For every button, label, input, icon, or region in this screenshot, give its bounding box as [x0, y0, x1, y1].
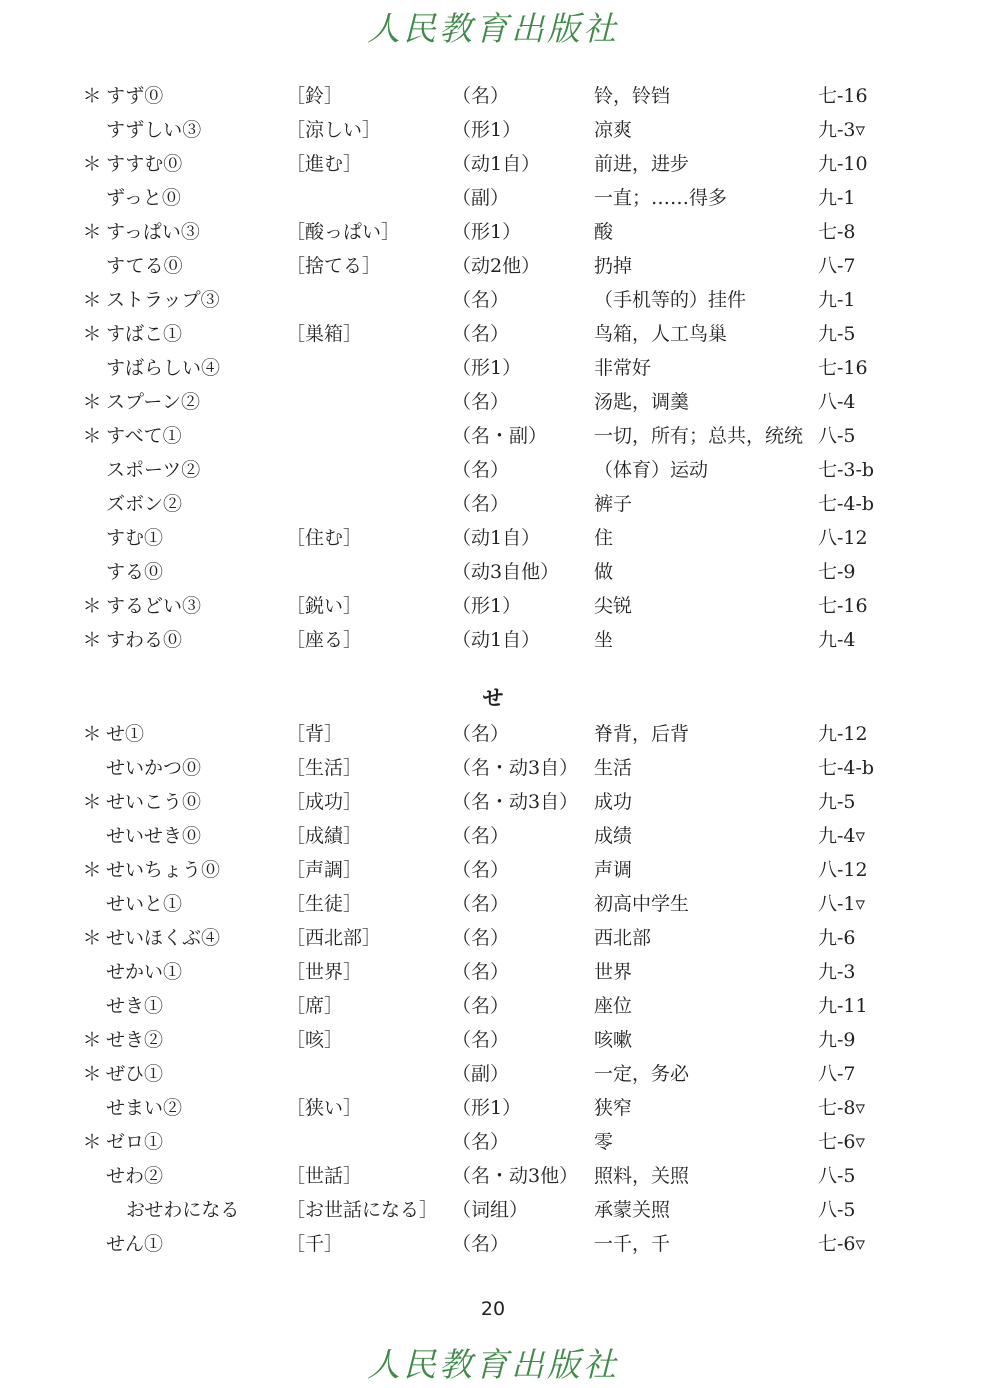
entry-reading: すばこ① [106, 323, 183, 345]
new-word-star: ＊ [82, 221, 102, 243]
entry-part-of-speech: （名） [452, 459, 510, 481]
entry-meaning: （手机等的）挂件 [594, 289, 747, 311]
publisher-logo-footer [0, 1338, 986, 1388]
entry-reading: すっぱい③ [106, 221, 200, 243]
entry-meaning: 一切，所有；总共，统统 [594, 425, 804, 447]
entry-kanji: ［涼しい］ [286, 119, 382, 141]
entry-reading: すすむ⓪ [106, 153, 183, 175]
entry-kanji: ［狭い］ [286, 1097, 363, 1119]
entry-meaning: 扔掉 [594, 255, 633, 277]
entry-reading: すわる⓪ [106, 629, 183, 651]
entry-lesson-ref: 八-7 [818, 1063, 856, 1085]
entry-lesson-ref: 九-3 [818, 961, 856, 983]
entry-part-of-speech: （副） [452, 1063, 510, 1085]
vocab-entry [0, 1193, 986, 1227]
entry-lesson-ref: 七-4-b [818, 757, 875, 779]
entry-reading: するどい③ [106, 595, 202, 617]
new-word-star: ＊ [82, 289, 102, 311]
new-word-star: ＊ [82, 791, 102, 813]
vocab-entry [0, 751, 986, 785]
entry-reading: せき② [106, 1029, 164, 1051]
vocab-entry [0, 623, 986, 657]
entry-meaning: 一直；……得多 [594, 187, 728, 209]
entry-reading: スプーン② [106, 391, 201, 413]
entry-part-of-speech: （名） [452, 493, 510, 515]
entry-lesson-ref: 八-5 [818, 1199, 856, 1221]
entry-kanji: ［成績］ [286, 825, 363, 847]
entry-reading: せいかつ⓪ [106, 757, 202, 779]
new-word-star: ＊ [82, 723, 102, 745]
entry-part-of-speech: （名・副） [452, 425, 548, 447]
entry-kanji: ［酸っぱい］ [286, 221, 401, 243]
entry-lesson-ref: 七-3-b [818, 459, 875, 481]
entry-kanji: ［世話］ [286, 1165, 363, 1187]
entry-reading: おせわになる [126, 1199, 240, 1221]
vocab-entry [0, 283, 986, 317]
entry-lesson-ref: 七-6▿ [818, 1233, 866, 1255]
entry-meaning: 承蒙关照 [594, 1199, 671, 1221]
entry-meaning: 鸟箱，人工鸟巢 [594, 323, 728, 345]
entry-reading: すむ① [106, 527, 164, 549]
entry-meaning: 成绩 [594, 825, 633, 847]
vocab-entry [0, 1091, 986, 1125]
entry-meaning: 西北部 [594, 927, 652, 949]
entry-part-of-speech: （名） [452, 961, 510, 983]
vocab-entry [0, 113, 986, 147]
entry-kanji: ［咳］ [286, 1029, 344, 1051]
entry-lesson-ref: 九-11 [818, 995, 868, 1017]
entry-lesson-ref: 七-4-b [818, 493, 875, 515]
entry-kanji: ［成功］ [286, 791, 363, 813]
entry-lesson-ref: 九-4▿ [818, 825, 866, 847]
entry-lesson-ref: 七-9 [818, 561, 856, 583]
vocab-entry [0, 887, 986, 921]
entry-reading: する⓪ [106, 561, 164, 583]
entry-kanji: ［お世話になる］ [286, 1199, 439, 1221]
entry-meaning: 一定，务必 [594, 1063, 690, 1085]
entry-lesson-ref: 九-9 [818, 1029, 856, 1051]
entry-kanji: ［席］ [286, 995, 344, 1017]
entry-part-of-speech: （名・动3自） [452, 791, 579, 813]
entry-kanji: ［進む］ [286, 153, 363, 175]
vocab-entry [0, 487, 986, 521]
entry-part-of-speech: （名） [452, 391, 510, 413]
entry-part-of-speech: （形1） [452, 1097, 522, 1119]
entry-meaning: 住 [594, 527, 614, 549]
entry-reading: せん① [106, 1233, 164, 1255]
entry-lesson-ref: 七-16 [818, 85, 868, 107]
vocab-entry [0, 351, 986, 385]
entry-lesson-ref: 九-12 [818, 723, 868, 745]
entry-lesson-ref: 八-5 [818, 425, 856, 447]
entry-lesson-ref: 七-8▿ [818, 1097, 866, 1119]
entry-part-of-speech: （名） [452, 85, 510, 107]
vocab-entry [0, 955, 986, 989]
entry-meaning: 零 [594, 1131, 614, 1153]
publisher-logo-image [343, 1338, 643, 1388]
entry-meaning: （体育）运动 [594, 459, 709, 481]
entry-meaning: 凉爽 [594, 119, 633, 141]
vocab-entry [0, 819, 986, 853]
vocab-entry [0, 1159, 986, 1193]
entry-meaning: 生活 [594, 757, 633, 779]
entry-reading: せいせき⓪ [106, 825, 202, 847]
entry-lesson-ref: 九-6 [818, 927, 856, 949]
entry-lesson-ref: 九-1 [818, 289, 856, 311]
entry-lesson-ref: 八-1▿ [818, 893, 866, 915]
entry-lesson-ref: 七-6▿ [818, 1131, 866, 1153]
entry-lesson-ref: 八-7 [818, 255, 856, 277]
new-word-star: ＊ [82, 391, 102, 413]
entry-meaning: 初高中学生 [594, 893, 690, 915]
entry-kanji: ［巣箱］ [286, 323, 363, 345]
entry-lesson-ref: 七-8 [818, 221, 856, 243]
new-word-star: ＊ [82, 927, 102, 949]
entry-lesson-ref: 八-12 [818, 527, 868, 549]
new-word-star: ＊ [82, 595, 102, 617]
entry-part-of-speech: （名） [452, 723, 510, 745]
vocab-entry [0, 249, 986, 283]
entry-meaning: 汤匙，调羹 [594, 391, 690, 413]
new-word-star: ＊ [82, 859, 102, 881]
entry-part-of-speech: （名） [452, 859, 510, 881]
entry-lesson-ref: 九-3▿ [818, 119, 866, 141]
new-word-star: ＊ [82, 629, 102, 651]
vocab-entry [0, 989, 986, 1023]
entry-reading: ずっと⓪ [106, 187, 181, 209]
vocab-entry [0, 79, 986, 113]
entry-meaning: 做 [594, 561, 614, 583]
publisher-logo-text: 人民教育出版社 [367, 9, 619, 48]
entry-reading: せわ② [106, 1165, 164, 1187]
entry-lesson-ref: 九-5 [818, 323, 856, 345]
entry-lesson-ref: 八-5 [818, 1165, 856, 1187]
entry-reading: ゼロ① [106, 1131, 164, 1153]
page-number: 20 [480, 1298, 506, 1320]
entry-kanji: ［声調］ [286, 859, 363, 881]
entry-lesson-ref: 七-16 [818, 595, 868, 617]
entry-kanji: ［生徒］ [286, 893, 363, 915]
entry-kanji: ［座る］ [286, 629, 363, 651]
entry-part-of-speech: （形1） [452, 595, 522, 617]
entry-part-of-speech: （形1） [452, 357, 522, 379]
vocab-entry [0, 1125, 986, 1159]
entry-part-of-speech: （名） [452, 323, 510, 345]
entry-lesson-ref: 九-4 [818, 629, 856, 651]
entry-part-of-speech: （动3自他） [452, 561, 560, 583]
entry-reading: ズボン② [106, 493, 183, 515]
entry-reading: せかい① [106, 961, 183, 983]
vocabulary-list [0, 79, 986, 1261]
entry-lesson-ref: 九-5 [818, 791, 856, 813]
publisher-logo-text: 人民教育出版社 [367, 1345, 619, 1384]
entry-part-of-speech: （形1） [452, 119, 522, 141]
entry-kanji: ［千］ [286, 1233, 344, 1255]
entry-reading: すてる⓪ [106, 255, 183, 277]
entry-meaning: 声调 [594, 859, 633, 881]
entry-kanji: ［鋭い］ [286, 595, 363, 617]
vocab-entry [0, 453, 986, 487]
entry-part-of-speech: （词组） [452, 1199, 529, 1221]
vocab-entry [0, 589, 986, 623]
entry-reading: せいこう⓪ [106, 791, 202, 813]
new-word-star: ＊ [82, 1029, 102, 1051]
entry-reading: ストラップ③ [106, 289, 220, 311]
entry-part-of-speech: （名） [452, 289, 510, 311]
entry-part-of-speech: （名） [452, 1131, 510, 1153]
entry-meaning: 咳嗽 [594, 1029, 633, 1051]
entry-meaning: 铃，铃铛 [594, 85, 671, 107]
entry-lesson-ref: 九-1 [818, 187, 856, 209]
vocab-entry [0, 147, 986, 181]
entry-meaning: 座位 [594, 995, 633, 1017]
entry-lesson-ref: 八-12 [818, 859, 868, 881]
entry-kanji: ［世界］ [286, 961, 363, 983]
new-word-star: ＊ [82, 85, 102, 107]
entry-kanji: ［背］ [286, 723, 344, 745]
entry-reading: すべて① [106, 425, 182, 447]
entry-reading: せいと① [106, 893, 183, 915]
entry-part-of-speech: （形1） [452, 221, 522, 243]
entry-reading: すずしい③ [106, 119, 202, 141]
entry-part-of-speech: （名） [452, 893, 510, 915]
entry-meaning: 一千，千 [594, 1233, 671, 1255]
vocab-entry [0, 181, 986, 215]
entry-meaning: 坐 [594, 629, 614, 651]
entry-meaning: 照料，关照 [594, 1165, 690, 1187]
entry-reading: スポーツ② [106, 459, 201, 481]
entry-meaning: 世界 [594, 961, 633, 983]
entry-meaning: 酸 [594, 221, 614, 243]
entry-reading: せき① [106, 995, 164, 1017]
new-word-star: ＊ [82, 1131, 102, 1153]
vocab-entry [0, 785, 986, 819]
entry-meaning: 非常好 [594, 357, 652, 379]
new-word-star: ＊ [82, 425, 102, 447]
entry-lesson-ref: 七-16 [818, 357, 868, 379]
entry-part-of-speech: （动1自） [452, 527, 541, 549]
entry-kanji: ［捨てる］ [286, 255, 382, 277]
entry-meaning: 脊背，后背 [594, 723, 690, 745]
entry-reading: すばらしい④ [106, 357, 221, 379]
entry-reading: せまい② [106, 1097, 183, 1119]
entry-part-of-speech: （名） [452, 927, 510, 949]
entry-kanji: ［住む］ [286, 527, 363, 549]
entry-kanji: ［鈴］ [286, 85, 344, 107]
entry-part-of-speech: （名・动3他） [452, 1165, 579, 1187]
entry-meaning: 裤子 [594, 493, 633, 515]
entry-part-of-speech: （名） [452, 995, 510, 1017]
entry-part-of-speech: （副） [452, 187, 510, 209]
entry-part-of-speech: （动1自） [452, 629, 541, 651]
section-heading: せ [482, 686, 504, 710]
entry-part-of-speech: （名・动3自） [452, 757, 579, 779]
entry-part-of-speech: （名） [452, 1029, 510, 1051]
vocab-entry [0, 555, 986, 589]
vocab-entry [0, 521, 986, 555]
vocab-entry [0, 921, 986, 955]
entry-reading: せいちょう⓪ [106, 859, 221, 881]
entry-part-of-speech: （名） [452, 1233, 510, 1255]
vocab-entry [0, 317, 986, 351]
entry-reading: せ① [106, 723, 145, 745]
entry-reading: すず⓪ [106, 85, 164, 107]
vocab-entry [0, 1023, 986, 1057]
entry-part-of-speech: （动2他） [452, 255, 541, 277]
vocab-entry [0, 1057, 986, 1091]
entry-part-of-speech: （动1自） [452, 153, 541, 175]
new-word-star: ＊ [82, 323, 102, 345]
vocab-entry [0, 385, 986, 419]
entry-meaning: 尖锐 [594, 595, 633, 617]
vocab-entry [0, 1227, 986, 1261]
entry-meaning: 狭窄 [594, 1097, 633, 1119]
new-word-star: ＊ [82, 1063, 102, 1085]
vocab-entry [0, 717, 986, 751]
entry-meaning: 成功 [594, 791, 633, 813]
entry-meaning: 前进，进步 [594, 153, 690, 175]
publisher-logo-header [0, 2, 986, 52]
entry-lesson-ref: 八-4 [818, 391, 856, 413]
entry-kanji: ［生活］ [286, 757, 363, 779]
vocab-entry [0, 419, 986, 453]
vocab-entry [0, 215, 986, 249]
new-word-star: ＊ [82, 153, 102, 175]
entry-kanji: ［西北部］ [286, 927, 382, 949]
entry-lesson-ref: 九-10 [818, 153, 868, 175]
publisher-logo-image [343, 2, 643, 52]
entry-part-of-speech: （名） [452, 825, 510, 847]
vocab-entry [0, 853, 986, 887]
section-gap [0, 657, 986, 679]
entry-reading: ぜひ① [106, 1063, 164, 1085]
entry-reading: せいほくぶ④ [106, 927, 221, 949]
